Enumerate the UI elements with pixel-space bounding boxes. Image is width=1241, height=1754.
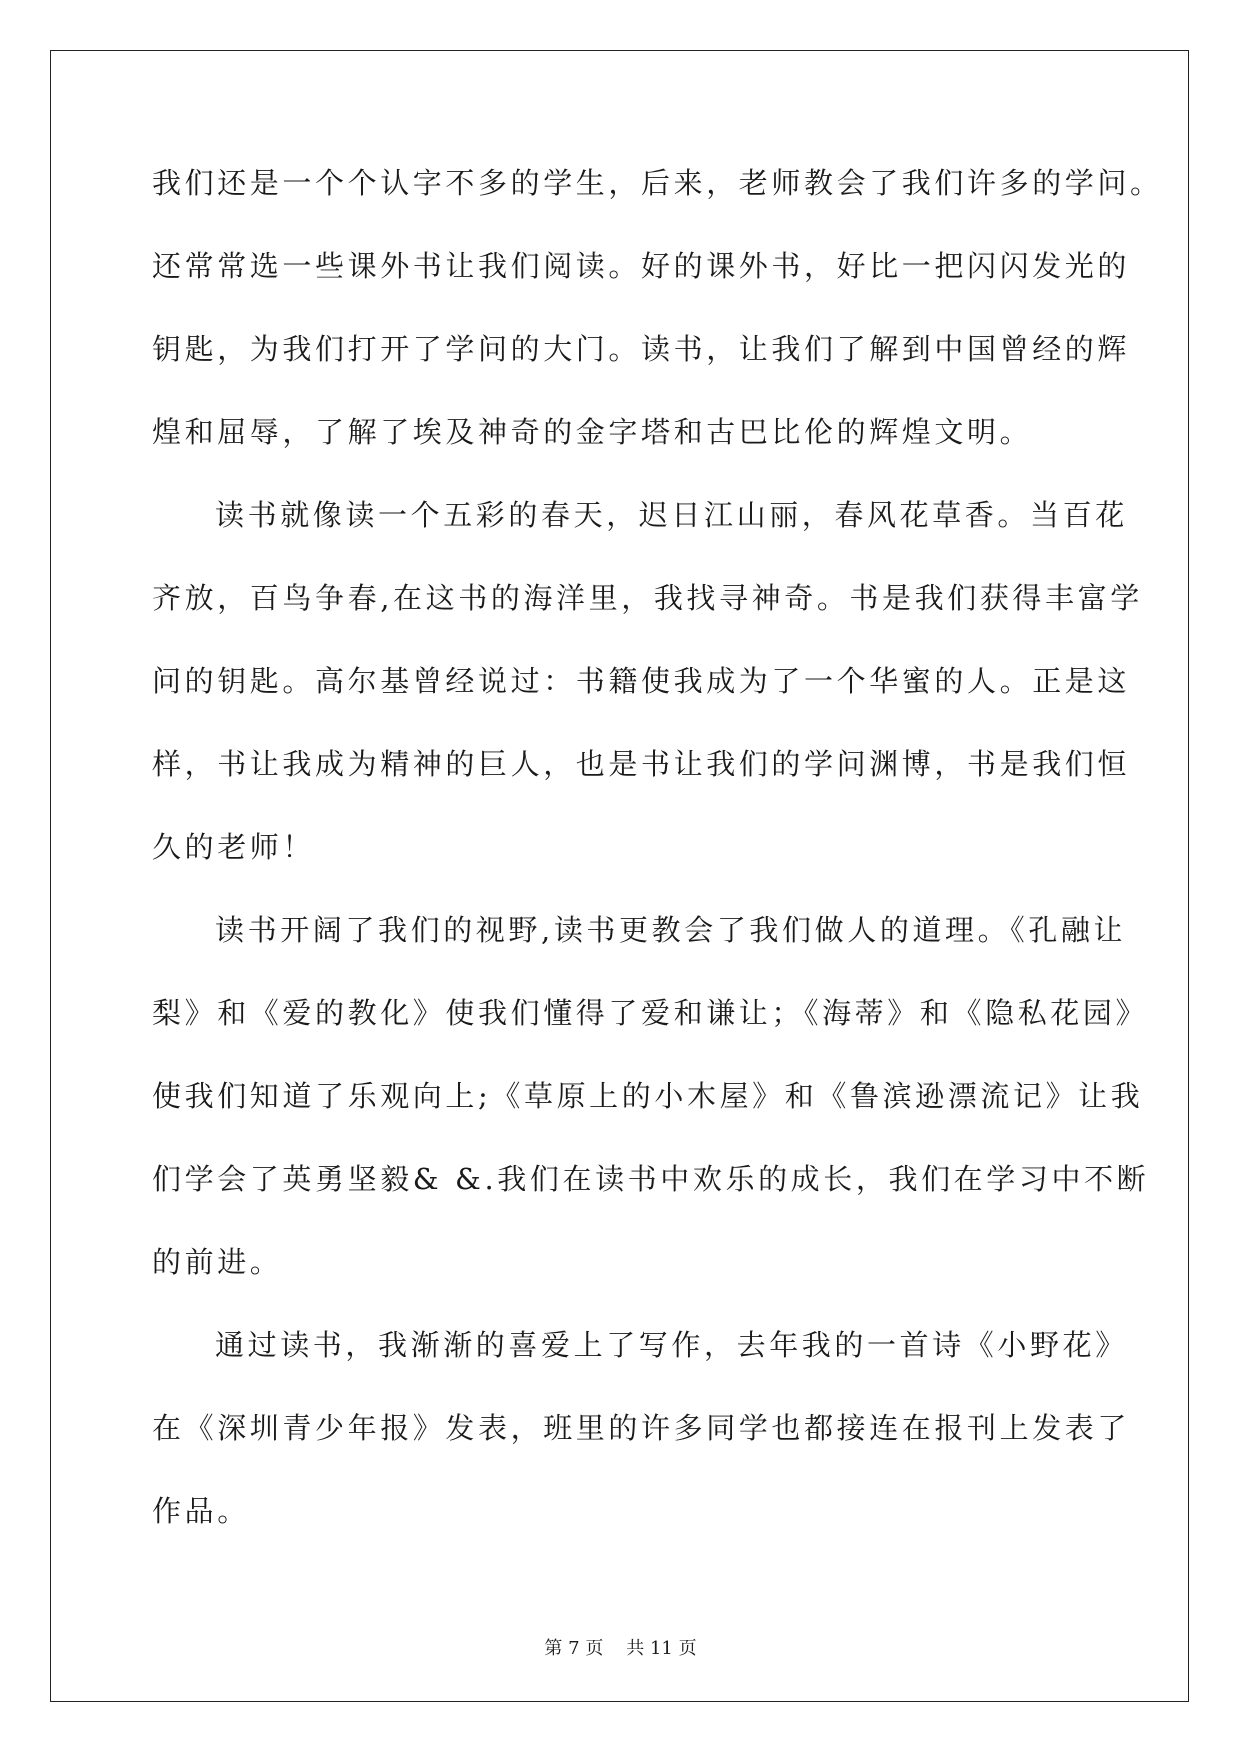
text-line: 的前进。: [152, 1245, 283, 1279]
text-line: 在《深圳青少年报》发表，班里的许多同学也都接连在报刊上发表了: [152, 1411, 1131, 1445]
text-line: 我们还是一个个认字不多的学生，后来，老师教会了我们许多的学问。: [152, 166, 1163, 200]
text-line: 梨》和《爱的教化》使我们懂得了爱和谦让；《海蒂》和《隐私花园》: [152, 996, 1149, 1030]
text-line: 还常常选一些课外书让我们阅读。好的课外书，好比一把闪闪发光的: [152, 249, 1131, 283]
document-body: [152, 163, 1163, 1574]
text-line: 齐放，百鸟争春,在这书的海洋里，我找寻神奇。书是我们获得丰富学: [152, 581, 1143, 615]
page-number: 第 7 页: [544, 1638, 604, 1659]
page-total: 共 11 页: [626, 1638, 697, 1659]
text-line: 煌和屈辱，了解了埃及神奇的金字塔和古巴比伦的辉煌文明。: [152, 415, 1033, 449]
text-line: 们学会了英勇坚毅& &.我们在读书中欢乐的成长，我们在学习中不断: [152, 1162, 1150, 1196]
text-line: 作品。: [152, 1494, 250, 1528]
text-line: 久的老师！: [152, 830, 316, 864]
text-line: 通过读书，我渐渐的喜爱上了写作，去年我的一首诗《小野花》: [215, 1328, 1128, 1362]
footer-gap: [603, 1638, 626, 1659]
text-line: 读书就像读一个五彩的春天，迟日江山丽，春风花草香。当百花: [215, 498, 1128, 532]
text-line: 使我们知道了乐观向上;《草原上的小木屋》和《鲁滨逊漂流记》让我: [152, 1079, 1144, 1113]
page-footer: [0, 1634, 1241, 1660]
text-line: 读书开阔了我们的视野,读书更教会了我们做人的道理。《孔融让: [215, 913, 1127, 947]
text-line: 样，书让我成为精神的巨人，也是书让我们的学问渊博，书是我们恒: [152, 747, 1131, 781]
text-line: 钥匙，为我们打开了学问的大门。读书，让我们了解到中国曾经的辉: [152, 332, 1131, 366]
text-line: 问的钥匙。高尔基曾经说过：书籍使我成为了一个华蜜的人。正是这: [152, 664, 1131, 698]
